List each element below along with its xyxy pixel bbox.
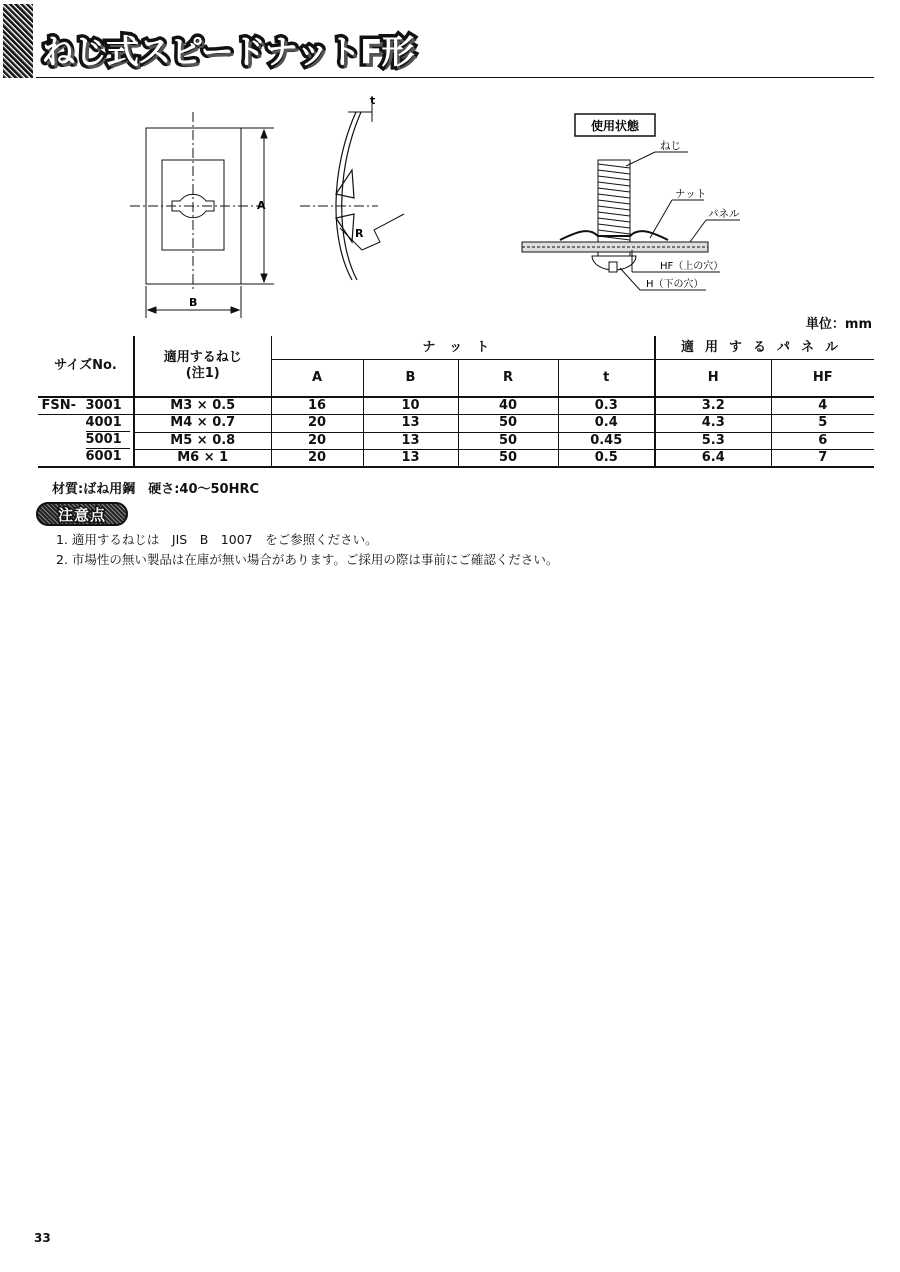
- cell-t: 0.5: [558, 449, 655, 467]
- usage-label-hf: HF（上の穴）: [660, 261, 724, 272]
- usage-label-nut: ナット: [675, 188, 707, 200]
- table-row: [38, 432, 874, 449]
- dim-label-A: A: [257, 199, 266, 212]
- notes-badge-label: 注意点: [57, 505, 106, 524]
- notes-badge: [36, 502, 128, 526]
- page-number: 33: [34, 1231, 51, 1245]
- material-spec: 材質:ばね用鋼 硬さ:40～50HRC: [52, 482, 260, 497]
- cell-B: 10: [363, 397, 458, 415]
- cell-H: 4.3: [655, 415, 771, 433]
- cell-t: 0.45: [558, 432, 655, 449]
- size-number: 5001: [86, 432, 130, 449]
- cell-screw: M3 × 0.5: [134, 397, 271, 415]
- title-rule: [36, 77, 874, 78]
- technical-drawings: [0, 90, 900, 325]
- page-title: ねじ式スピードナットF形: [42, 32, 414, 71]
- cell-B: 13: [363, 415, 458, 433]
- note-item: 1. 適用するねじは JIS B 1007 をご参照ください。: [56, 532, 378, 547]
- usage-label-h: H（下の穴）: [646, 279, 704, 290]
- dim-label-t: t: [370, 94, 376, 107]
- note-item: 2. 市場性の無い製品は在庫が無い場合があります。ご採用の際は事前にご確認ください。: [56, 552, 559, 567]
- header-nut-group: ナット: [271, 336, 655, 360]
- cell-HF: 6: [771, 432, 874, 449]
- cell-HF: 7: [771, 449, 874, 467]
- usage-label-panel: パネル: [708, 208, 740, 220]
- size-prefix: FSN-: [41, 398, 77, 413]
- cell-HF: 5: [771, 415, 874, 433]
- table-row: [38, 397, 874, 415]
- header-col-H: H: [655, 360, 771, 398]
- title-decoration: [3, 4, 33, 78]
- cell-R: 40: [458, 397, 558, 415]
- cell-H: 3.2: [655, 397, 771, 415]
- table-row: [38, 449, 874, 467]
- cell-A: 20: [271, 449, 363, 467]
- spec-table: [38, 336, 874, 468]
- table-row: [38, 415, 874, 433]
- cell-A: 20: [271, 432, 363, 449]
- cell-B: 13: [363, 432, 458, 449]
- usage-caption: 使用状態: [590, 119, 640, 133]
- size-number: 3001: [85, 398, 122, 413]
- unit-label: 単位：mm: [805, 317, 872, 332]
- header-col-R: R: [458, 360, 558, 398]
- cell-screw: M6 × 1: [134, 449, 271, 467]
- size-number: 4001: [86, 415, 130, 432]
- cell-screw: M4 × 0.7: [134, 415, 271, 433]
- usage-label-screw: ねじ: [660, 140, 681, 152]
- cell-H: 6.4: [655, 449, 771, 467]
- cell-R: 50: [458, 415, 558, 433]
- cell-R: 50: [458, 432, 558, 449]
- cell-screw: M5 × 0.8: [134, 432, 271, 449]
- header-col-B: B: [363, 360, 458, 398]
- cell-t: 0.3: [558, 397, 655, 415]
- notes-list: [56, 530, 558, 570]
- header-col-HF: HF: [771, 360, 874, 398]
- cell-B: 13: [363, 449, 458, 467]
- header-screw: 適用するねじ (注1): [134, 336, 271, 397]
- cell-HF: 4: [771, 397, 874, 415]
- cell-A: 16: [271, 397, 363, 415]
- header-col-A: A: [271, 360, 363, 398]
- cell-A: 20: [271, 415, 363, 433]
- cell-R: 50: [458, 449, 558, 467]
- header-panel-group: 適用するパネル: [655, 336, 874, 360]
- dim-label-R: R: [355, 227, 364, 240]
- front-view-drawing: [130, 112, 274, 318]
- cell-t: 0.4: [558, 415, 655, 433]
- size-number: 6001: [85, 449, 122, 465]
- cell-H: 5.3: [655, 432, 771, 449]
- side-view-drawing: [300, 104, 404, 280]
- header-size: サイズNo.: [38, 336, 134, 397]
- dim-label-B: B: [189, 296, 198, 309]
- header-col-t: t: [558, 360, 655, 398]
